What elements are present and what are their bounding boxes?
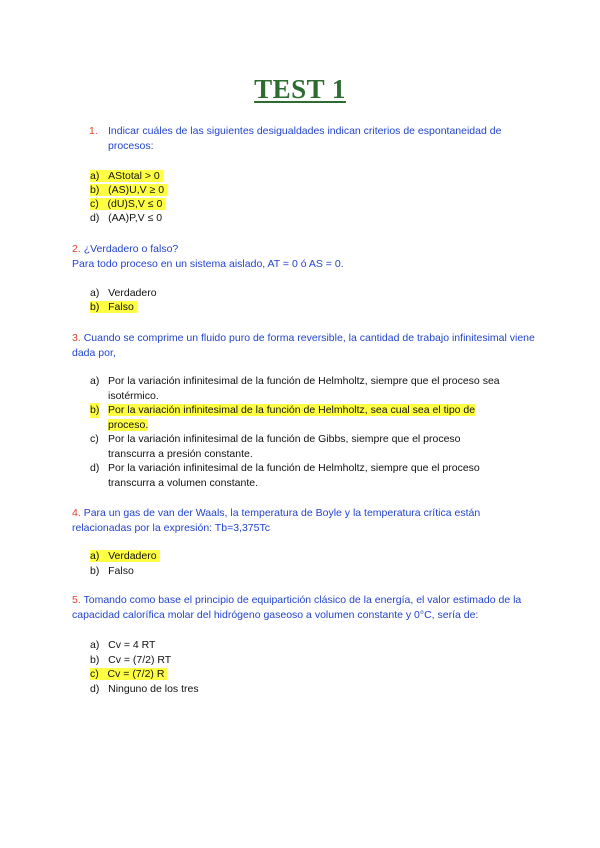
option-text: Cv = (7/2) RT: [108, 654, 172, 666]
question-text: Para un gas de van der Waals, la temperatura de Boyle y la temperatura crítica están relacionadas por la expresión: Tb=3,375Tc: [72, 507, 481, 534]
question-text: ¿Verdadero o falso?: [83, 243, 179, 255]
option-3a: [90, 374, 540, 404]
option-label: b): [90, 404, 100, 416]
option-label: c): [90, 668, 99, 680]
page-title: TEST 1: [254, 74, 346, 104]
option-text-continued: transcurra a presión constante.: [108, 448, 253, 460]
option-4b: [90, 564, 134, 579]
option-label: d): [90, 683, 100, 695]
option-text: Cv = 4 RT: [108, 639, 156, 651]
question-number: 1.: [89, 125, 98, 137]
highlighted-answer: [90, 170, 163, 182]
option-text: (AS)U,V ≥ 0: [108, 184, 165, 196]
option-1c: [90, 197, 165, 212]
question-number: 4.: [72, 507, 81, 519]
option-label: b): [90, 565, 100, 577]
option-text-continued: transcurra a volumen constante.: [108, 477, 258, 489]
option-label: a): [90, 639, 100, 651]
highlighted-answer: [90, 550, 160, 562]
option-text: Falso: [108, 301, 134, 313]
option-text: Por la variación infinitesimal de la función de Gibbs, siempre que el proceso: [108, 433, 461, 445]
highlighted-answer: [90, 198, 165, 210]
option-1d: [90, 211, 162, 226]
question-number: 3.: [72, 332, 81, 344]
option-text: (dU)S,V ≤ 0: [107, 198, 163, 210]
option-text: Por la variación infinitesimal de la función de Helmholtz, siempre que el proceso: [108, 462, 480, 474]
highlighted-answer: [90, 301, 137, 313]
question-1: [89, 124, 533, 154]
option-text: Ninguno de los tres: [108, 683, 199, 695]
option-label: d): [90, 212, 100, 224]
option-text: Verdadero: [108, 550, 157, 562]
option-text: Por la variación infinitesimal de la función de Helmholtz, siempre que el proceso sea: [108, 375, 500, 387]
option-text: (AA)P,V ≤ 0: [108, 212, 163, 224]
option-text: Falso: [108, 565, 134, 577]
option-2b: [90, 300, 137, 315]
option-5d: [90, 682, 199, 697]
question-5: [72, 593, 534, 623]
question-2: [72, 242, 542, 272]
option-label: a): [90, 375, 100, 387]
question-text: Indicar cuáles de las siguientes desigualdades indican criterios de espontaneidad de procesos:: [108, 125, 502, 152]
option-3c: [90, 432, 540, 462]
question-4: [72, 506, 522, 536]
option-text: Por la variación infinitesimal de la función de Helmholtz, sea cual sea el tipo de: [108, 404, 476, 416]
option-3d: [90, 461, 540, 491]
option-label: a): [90, 550, 100, 562]
option-5a: [90, 638, 155, 653]
question-text: Cuando se comprime un fluido puro de forma reversible, la cantidad de trabajo infinitesimal viene dada por,: [72, 332, 535, 359]
question-3: [72, 331, 537, 361]
option-1b: [90, 183, 167, 198]
highlighted-answer: [90, 668, 167, 680]
option-text: AStotal > 0: [108, 170, 160, 182]
option-1a: [90, 169, 163, 184]
option-label: a): [90, 170, 100, 182]
option-label: b): [90, 301, 100, 313]
option-label: c): [90, 198, 99, 210]
option-label: b): [90, 184, 100, 196]
question-number: 5.: [72, 594, 81, 606]
highlighted-answer: [90, 184, 167, 196]
option-5b: [90, 653, 171, 668]
option-label: b): [90, 654, 100, 666]
option-3b: [90, 403, 540, 433]
option-label: d): [90, 462, 100, 474]
option-text-continued: isotérmico.: [108, 390, 159, 402]
question-number: 2.: [72, 243, 81, 255]
question-statement: Para todo proceso en un sistema aislado, AT = 0 ó AS = 0.: [72, 258, 344, 270]
question-text: Tomando como base el principio de equipartición clásico de la energía, el valor estimado de la capacidad calorífica molar del hidrógeno gaseoso a volumen constante y 0°C, sería de:: [72, 594, 522, 621]
option-2a: [90, 286, 157, 301]
option-text: Cv = (7/2) R: [107, 668, 165, 680]
option-text-continued: proceso.: [108, 419, 149, 431]
option-4a: [90, 549, 160, 564]
option-5c: [90, 667, 167, 682]
option-label: c): [90, 433, 99, 445]
option-label: a): [90, 287, 100, 299]
option-text: Verdadero: [108, 287, 157, 299]
